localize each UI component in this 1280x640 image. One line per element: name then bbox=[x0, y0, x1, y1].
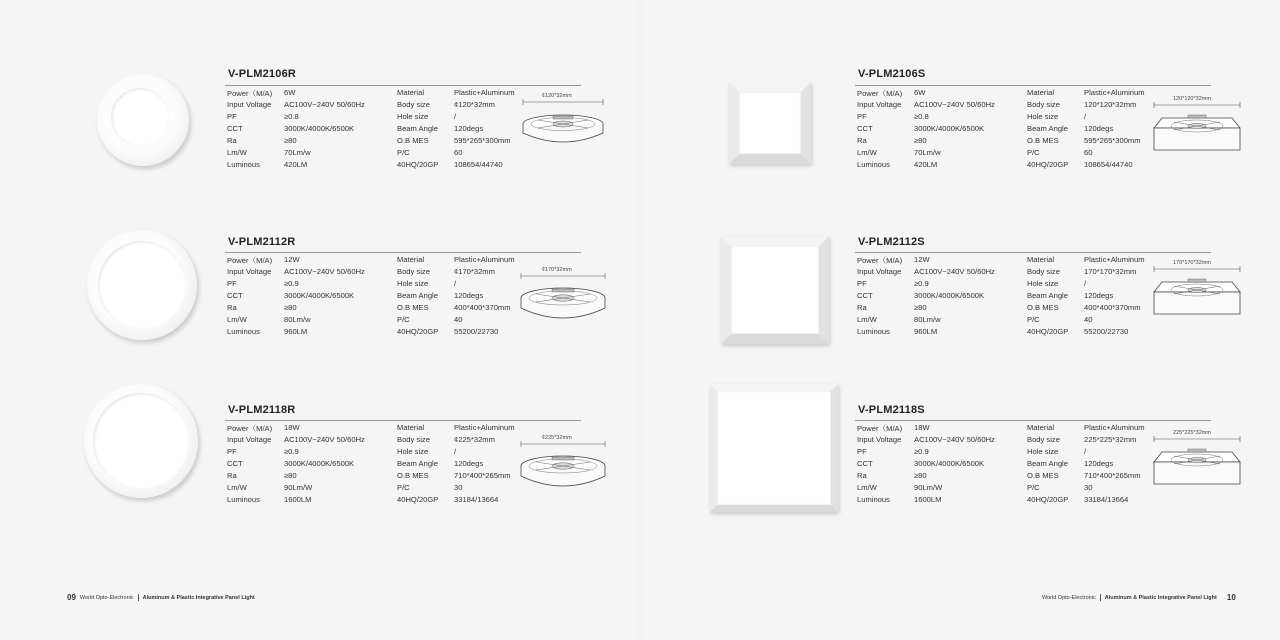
spec-label: PF bbox=[227, 112, 237, 121]
spec-label: Hole size bbox=[1027, 447, 1059, 456]
spec-label: Power（M/A) bbox=[227, 256, 273, 265]
spec-label: Ra bbox=[857, 136, 867, 145]
footer-company: World Opto-Electronic bbox=[79, 594, 134, 601]
spec-value: 225*225*32mm bbox=[1084, 435, 1137, 444]
spec-label: PF bbox=[227, 279, 237, 288]
spec-label: 40HQ/20GP bbox=[397, 160, 439, 169]
spec-value: / bbox=[454, 447, 457, 456]
spec-value: Plastic+Aluminum bbox=[1084, 423, 1145, 432]
spec-label: Hole size bbox=[397, 447, 429, 456]
spec-value: 120degs bbox=[454, 291, 484, 300]
footer-separator bbox=[1100, 594, 1101, 601]
spec-label: Luminous bbox=[227, 160, 260, 169]
spec-value: ≥0.8 bbox=[284, 112, 299, 121]
spec-table bbox=[857, 255, 1147, 340]
footer-company: World Opto-Electronic bbox=[1042, 594, 1096, 601]
spec-value: ≥0.9 bbox=[914, 279, 929, 288]
spec-label: Ra bbox=[857, 303, 867, 312]
spec-label: Beam Angle bbox=[397, 124, 438, 133]
spec-label: Power（M/A) bbox=[227, 89, 273, 98]
technical-drawing-square bbox=[1152, 266, 1242, 328]
spec-value: AC100V~240V 50/60Hz bbox=[914, 435, 995, 444]
spec-value: ≥0.9 bbox=[284, 447, 299, 456]
spec-value: 120degs bbox=[1084, 459, 1114, 468]
spec-value: ≥80 bbox=[914, 471, 927, 480]
catalog-page-right bbox=[640, 0, 1280, 640]
spec-label: 40HQ/20GP bbox=[1027, 327, 1069, 336]
product-photo bbox=[84, 384, 198, 498]
spec-label: CCT bbox=[857, 124, 873, 133]
spec-label: Lm/W bbox=[227, 148, 247, 157]
spec-label: Lm/W bbox=[857, 315, 877, 324]
spec-label: Beam Angle bbox=[1027, 291, 1068, 300]
spec-table bbox=[227, 255, 517, 340]
spec-value: AC100V~240V 50/60Hz bbox=[284, 100, 365, 109]
spec-value: 3000K/4000K/6500K bbox=[914, 459, 985, 468]
spec-value: ≥0.9 bbox=[914, 447, 929, 456]
spec-value: 710*400*265mm bbox=[1084, 471, 1141, 480]
spec-table bbox=[227, 88, 517, 173]
spec-value: 400*400*370mm bbox=[454, 303, 511, 312]
spec-value: 170*170*32mm bbox=[1084, 267, 1137, 276]
spec-value: ¢120*32mm bbox=[454, 100, 495, 109]
technical-drawing-round bbox=[518, 441, 608, 503]
spec-label: O.B MES bbox=[397, 471, 429, 480]
spec-label: Power（M/A) bbox=[857, 89, 903, 98]
spec-label: O.B MES bbox=[1027, 136, 1059, 145]
spec-value: ≥80 bbox=[914, 303, 927, 312]
page-number: 10 bbox=[1226, 593, 1236, 602]
spec-value: 3000K/4000K/6500K bbox=[284, 291, 355, 300]
spec-label: Input Voltage bbox=[857, 267, 902, 276]
spec-value: 1600LM bbox=[914, 495, 942, 504]
spec-value: 12W bbox=[914, 255, 930, 264]
spec-label: Material bbox=[397, 255, 425, 264]
spec-value: / bbox=[454, 279, 457, 288]
spec-value: / bbox=[1084, 447, 1087, 456]
spec-label: Beam Angle bbox=[1027, 459, 1068, 468]
spec-value: ≥80 bbox=[284, 136, 297, 145]
title-divider bbox=[225, 252, 581, 253]
spec-value: 595*265*300mm bbox=[1084, 136, 1141, 145]
dimension-label: 170*170*32mm bbox=[1173, 260, 1211, 266]
spec-label: P/C bbox=[1027, 315, 1040, 324]
spec-value: 420LM bbox=[914, 160, 938, 169]
spec-label: 40HQ/20GP bbox=[397, 327, 439, 336]
spec-value: 120*120*32mm bbox=[1084, 100, 1137, 109]
spec-label: Input Voltage bbox=[227, 267, 272, 276]
spec-label: Luminous bbox=[227, 495, 260, 504]
spec-value: Plastic+Aluminum bbox=[1084, 88, 1145, 97]
spec-label: Luminous bbox=[857, 327, 890, 336]
spec-value: ≥80 bbox=[914, 136, 927, 145]
spec-value: AC100V~240V 50/60Hz bbox=[284, 267, 365, 276]
spec-value: / bbox=[454, 112, 457, 121]
spec-value: 3000K/4000K/6500K bbox=[284, 124, 355, 133]
spec-label: 40HQ/20GP bbox=[1027, 495, 1069, 504]
spec-label: Hole size bbox=[397, 112, 429, 121]
spec-value: 55200/22730 bbox=[1084, 327, 1129, 336]
technical-drawing-round bbox=[518, 99, 608, 159]
spec-label: Input Voltage bbox=[227, 435, 272, 444]
title-divider bbox=[855, 420, 1211, 421]
title-divider bbox=[225, 420, 581, 421]
product-photo bbox=[87, 230, 197, 340]
spec-label: O.B MES bbox=[397, 136, 429, 145]
page-footer bbox=[1042, 593, 1236, 602]
spec-label: P/C bbox=[397, 315, 410, 324]
title-divider bbox=[855, 85, 1211, 86]
spec-label: Beam Angle bbox=[397, 291, 438, 300]
spec-value: 1600LM bbox=[284, 495, 312, 504]
spec-value: 120degs bbox=[454, 459, 484, 468]
spec-value: 108654/44740 bbox=[1084, 160, 1133, 169]
page-footer bbox=[67, 593, 255, 602]
spec-value: 595*265*300mm bbox=[454, 136, 511, 145]
spec-label: Ra bbox=[227, 303, 237, 312]
product-block bbox=[0, 0, 640, 200]
product-model-title: V-PLM2112S bbox=[858, 236, 925, 248]
dimension-label: ¢170*32mm bbox=[542, 267, 572, 273]
product-photo bbox=[710, 384, 838, 512]
spec-value: AC100V~240V 50/60Hz bbox=[914, 100, 995, 109]
spec-label: Material bbox=[1027, 423, 1055, 432]
spec-label: Ra bbox=[227, 471, 237, 480]
spec-label: O.B MES bbox=[1027, 303, 1059, 312]
spec-value: ≥80 bbox=[284, 471, 297, 480]
spec-value: 12W bbox=[284, 255, 300, 264]
spec-label: Power（M/A) bbox=[857, 256, 903, 265]
spec-label: Body size bbox=[1027, 100, 1060, 109]
spec-label: Body size bbox=[1027, 267, 1060, 276]
spec-label: PF bbox=[857, 279, 867, 288]
spec-label: Hole size bbox=[1027, 279, 1059, 288]
spec-label: Material bbox=[397, 423, 425, 432]
spec-value: 3000K/4000K/6500K bbox=[914, 291, 985, 300]
spec-label: 40HQ/20GP bbox=[1027, 160, 1069, 169]
spec-value: 70Lm/w bbox=[914, 148, 941, 157]
spec-value: 70Lm/w bbox=[284, 148, 311, 157]
product-photo bbox=[97, 74, 189, 166]
technical-drawing-square bbox=[1152, 436, 1242, 498]
footer-document-title: Aluminum & Plastic Integrative Panel Light bbox=[1104, 594, 1217, 601]
spec-value: 120degs bbox=[1084, 124, 1114, 133]
spec-value: 710*400*265mm bbox=[454, 471, 511, 480]
dimension-label: ¢225*32mm bbox=[542, 435, 572, 441]
dimension-label: 120*120*32mm bbox=[1173, 96, 1211, 102]
spec-value: 40 bbox=[454, 315, 463, 324]
product-block bbox=[640, 370, 1280, 540]
spec-value: Plastic+Aluminum bbox=[454, 423, 515, 432]
spec-value: Plastic+Aluminum bbox=[1084, 255, 1145, 264]
spec-label: Power（M/A) bbox=[857, 424, 903, 433]
product-model-title: V-PLM2118R bbox=[228, 404, 296, 416]
spec-value: AC100V~240V 50/60Hz bbox=[914, 267, 995, 276]
spec-label: CCT bbox=[857, 459, 873, 468]
spec-label: Body size bbox=[397, 100, 430, 109]
spec-value: 30 bbox=[1084, 483, 1093, 492]
spec-value: ≥0.8 bbox=[914, 112, 929, 121]
spec-label: Luminous bbox=[227, 327, 260, 336]
title-divider bbox=[225, 85, 581, 86]
spec-value: 90Lm/W bbox=[284, 483, 313, 492]
spec-value: ¢225*32mm bbox=[454, 435, 495, 444]
spec-value: / bbox=[1084, 112, 1087, 121]
dimension-label: ¢120*32mm bbox=[542, 93, 572, 99]
technical-drawing-round bbox=[518, 273, 608, 335]
spec-value: AC100V~240V 50/60Hz bbox=[284, 435, 365, 444]
spec-value: 80Lm/w bbox=[914, 315, 941, 324]
spec-label: Material bbox=[397, 88, 425, 97]
spec-label: PF bbox=[857, 112, 867, 121]
dimension-label: 225*225*32mm bbox=[1173, 430, 1211, 436]
spec-value: 18W bbox=[914, 423, 930, 432]
footer-separator bbox=[138, 594, 139, 601]
spec-value: 40 bbox=[1084, 315, 1093, 324]
spec-label: Material bbox=[1027, 88, 1055, 97]
spec-table bbox=[857, 423, 1147, 508]
spec-label: O.B MES bbox=[1027, 471, 1059, 480]
spec-value: Plastic+Aluminum bbox=[454, 255, 515, 264]
spec-value: 960LM bbox=[914, 327, 938, 336]
spec-label: CCT bbox=[857, 291, 873, 300]
spec-label: Luminous bbox=[857, 495, 890, 504]
spec-label: Ra bbox=[857, 471, 867, 480]
spec-label: Lm/W bbox=[227, 483, 247, 492]
spec-label: Body size bbox=[397, 267, 430, 276]
spec-table bbox=[227, 423, 517, 508]
spec-value: 33184/13664 bbox=[454, 495, 499, 504]
spec-label: PF bbox=[857, 447, 867, 456]
spec-label: Input Voltage bbox=[857, 100, 902, 109]
spec-label: Power（M/A) bbox=[227, 424, 273, 433]
spec-label: Input Voltage bbox=[857, 435, 902, 444]
spec-value: 960LM bbox=[284, 327, 308, 336]
spec-label: 40HQ/20GP bbox=[397, 495, 439, 504]
spec-value: 30 bbox=[454, 483, 463, 492]
product-photo bbox=[729, 82, 811, 164]
product-model-title: V-PLM2112R bbox=[228, 236, 296, 248]
spec-label: Lm/W bbox=[857, 148, 877, 157]
spec-label: O.B MES bbox=[397, 303, 429, 312]
spec-label: Lm/W bbox=[857, 483, 877, 492]
spec-value: 6W bbox=[284, 88, 296, 97]
spec-label: CCT bbox=[227, 291, 243, 300]
product-model-title: V-PLM2106S bbox=[858, 68, 926, 80]
spec-label: Beam Angle bbox=[1027, 124, 1068, 133]
spec-label: Luminous bbox=[857, 160, 890, 169]
spec-value: 60 bbox=[1084, 148, 1093, 157]
spec-value: 18W bbox=[284, 423, 300, 432]
product-block bbox=[640, 0, 1280, 200]
spec-value: 120degs bbox=[1084, 291, 1114, 300]
spec-label: P/C bbox=[1027, 148, 1040, 157]
product-block bbox=[0, 370, 640, 540]
spec-value: 3000K/4000K/6500K bbox=[284, 459, 355, 468]
spec-value: 108654/44740 bbox=[454, 160, 503, 169]
page-number: 09 bbox=[67, 593, 76, 602]
spec-label: Body size bbox=[1027, 435, 1060, 444]
spec-label: P/C bbox=[397, 148, 410, 157]
product-block bbox=[0, 200, 640, 370]
spec-label: Hole size bbox=[1027, 112, 1059, 121]
title-divider bbox=[855, 252, 1211, 253]
spec-value: ¢170*32mm bbox=[454, 267, 495, 276]
product-model-title: V-PLM2106R bbox=[228, 68, 297, 80]
spec-label: P/C bbox=[1027, 483, 1040, 492]
product-photo bbox=[721, 236, 829, 344]
spec-label: P/C bbox=[397, 483, 410, 492]
spec-value: 6W bbox=[914, 88, 926, 97]
spec-label: PF bbox=[227, 447, 237, 456]
spec-label: CCT bbox=[227, 124, 243, 133]
footer-document-title: Aluminum & Plastic Integrative Panel Light bbox=[142, 594, 255, 601]
spec-value: 3000K/4000K/6500K bbox=[914, 124, 985, 133]
spec-label: Body size bbox=[397, 435, 430, 444]
spec-value: 55200/22730 bbox=[454, 327, 499, 336]
spec-value: Plastic+Aluminum bbox=[454, 88, 515, 97]
product-model-title: V-PLM2118S bbox=[858, 404, 925, 416]
spec-value: 33184/13664 bbox=[1084, 495, 1129, 504]
spec-value: 120degs bbox=[454, 124, 484, 133]
spec-value: / bbox=[1084, 279, 1087, 288]
spec-label: Hole size bbox=[397, 279, 429, 288]
product-block bbox=[640, 200, 1280, 370]
technical-drawing-square bbox=[1152, 102, 1242, 164]
spec-label: Input Voltage bbox=[227, 100, 272, 109]
spec-value: 90Lm/W bbox=[914, 483, 943, 492]
spec-table bbox=[857, 88, 1147, 173]
spec-value: ≥0.9 bbox=[284, 279, 299, 288]
spec-value: ≥80 bbox=[284, 303, 297, 312]
spec-value: 80Lm/w bbox=[284, 315, 311, 324]
spec-label: Material bbox=[1027, 255, 1055, 264]
spec-value: 60 bbox=[454, 148, 463, 157]
spec-label: CCT bbox=[227, 459, 243, 468]
spec-value: 400*400*370mm bbox=[1084, 303, 1141, 312]
spec-label: Lm/W bbox=[227, 315, 247, 324]
spec-label: Beam Angle bbox=[397, 459, 438, 468]
spec-label: Ra bbox=[227, 136, 237, 145]
spec-value: 420LM bbox=[284, 160, 308, 169]
